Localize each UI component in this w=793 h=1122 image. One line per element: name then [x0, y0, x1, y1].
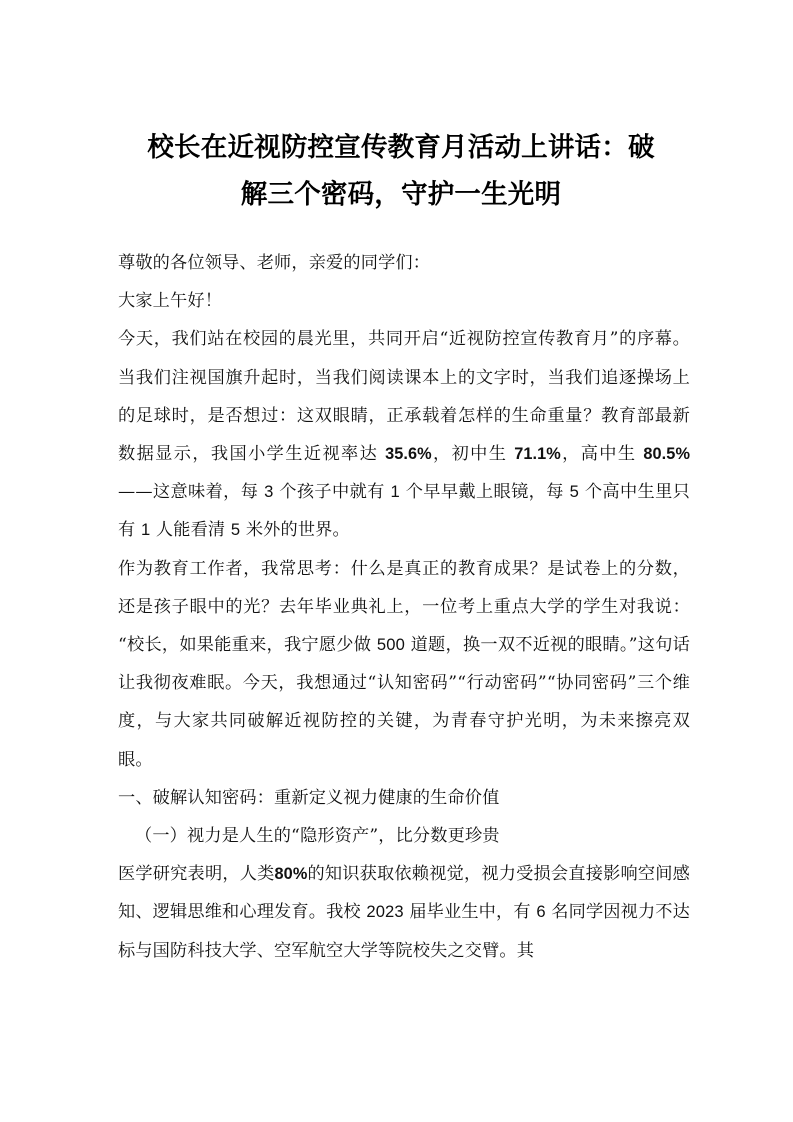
- greeting-line: [118, 282, 690, 320]
- reflection-text-a: 作为教育工作者，我常思考：什么是真正的教育成果？是试卷上的分数，还是孩子眼中的光？去年毕业典礼上，一位考上重点大学的学生对我说：“校长，如果能重来，我宁愿少做: [118, 558, 690, 656]
- greeting-text: 大家上午好！: [118, 291, 223, 312]
- section-heading-1-text: 一、破解认知密码：重新定义视力健康的生命价值: [118, 787, 500, 808]
- salutation-text: 尊敬的各位领导、老师，亲爱的同学们：: [118, 253, 431, 273]
- opening-text-a: 今天，我们站在校园的晨光里，共同开启“近视防控宣传教育月”的序幕。当我们注视国旗升起时，当我们阅读课本上的文字时，当我们追逐操场上的足球时，是否想过：这双眼睛，正承载着怎样的生命重量？教育部最新数据显示，我国小学生近视率达: [118, 329, 690, 465]
- medical-text-c: 届毕业生中，有: [403, 902, 537, 923]
- count-one-first: 1: [390, 482, 400, 502]
- salutation-line: [118, 244, 690, 282]
- page-title: [118, 124, 684, 218]
- medical-text-d: 名同学因视力不达标与国防科技大学、空军航空大学等院校失之交臂。其: [118, 902, 690, 961]
- stat-senior-myopia-rate: 80.5%: [643, 445, 691, 464]
- count-six-students: 6: [536, 902, 546, 922]
- stat-primary-myopia-rate: 35.6%: [385, 445, 432, 464]
- stat-visual-knowledge-share: 80%: [274, 865, 308, 884]
- count-one-second: 1: [140, 520, 151, 540]
- reflection-text-b: 道题，换一双不近视的眼睛。”这句话让我彻夜难眠。今天，我想通过“认知密码”“行动密码”“协同密码”三个维度，与大家共同破解近视防控的关键，为青春守护光明，为未来擦亮双眼。: [118, 635, 690, 770]
- opening-text-c: ，高中生: [560, 444, 644, 465]
- paragraph-reflection: [118, 550, 690, 779]
- subsection-heading-1-1-text: （一）视力是人生的“隐形资产”，比分数更珍贵: [135, 826, 500, 847]
- opening-text-b: ，初中生: [431, 444, 515, 465]
- count-three: 3: [264, 482, 274, 502]
- opening-text-h: 人能看清: [150, 520, 231, 541]
- opening-text-e: 个孩子中就有: [273, 482, 391, 503]
- opening-text-g: 个高中生里只有: [118, 482, 690, 541]
- count-five-first: 5: [569, 482, 579, 502]
- opening-text-d: ——这意味着，每: [118, 482, 265, 503]
- opening-text-i: 米外的世界。: [240, 520, 350, 541]
- opening-text-f: 个早早戴上眼镜，每: [399, 482, 570, 503]
- count-500-problems: 500: [376, 635, 405, 655]
- paragraph-medical-research: [118, 855, 690, 970]
- subsection-heading-1-1: [118, 817, 690, 855]
- page-title-line-2: 解三个密码，守护一生光明: [240, 179, 562, 210]
- medical-text-b: 的知识获取依赖视觉，视力受损会直接影响空间感知、逻辑思维和心理发育。我校: [118, 864, 690, 923]
- document-body: [118, 244, 690, 970]
- stat-junior-myopia-rate: 71.1%: [514, 445, 561, 464]
- medical-text-a: 医学研究表明，人类: [118, 864, 275, 885]
- count-five-second: 5: [230, 520, 241, 540]
- section-heading-1: [118, 779, 690, 817]
- page-title-line-1: 校长在近视防控宣传教育月活动上讲话：破: [147, 132, 655, 163]
- paragraph-opening: [118, 320, 690, 549]
- year-2023-graduates: 2023: [366, 902, 404, 922]
